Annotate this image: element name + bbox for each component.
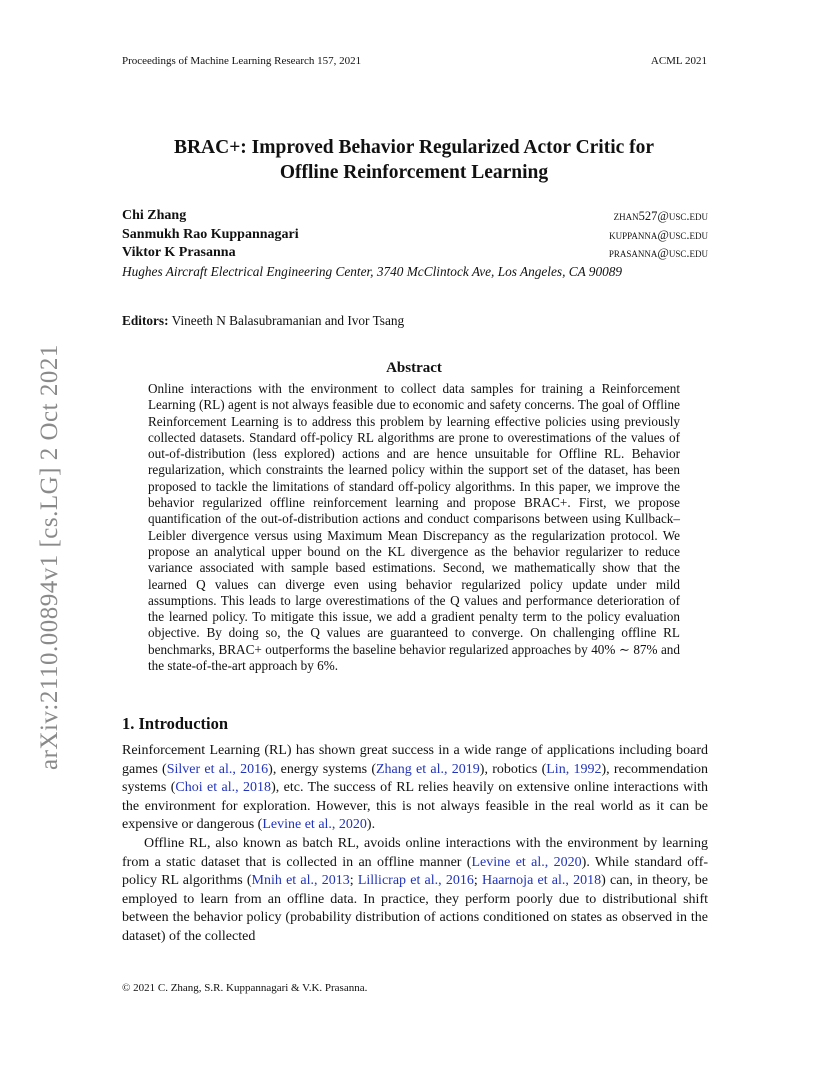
paragraph-text: Reinforcement Learning (RL) has shown great success in a wide range of applications including board games ( <box>122 743 708 777</box>
author-block <box>122 207 708 282</box>
author-email: prasanna@usc.edu <box>608 246 708 261</box>
citation-link[interactable]: Haarnoja et al., 2018 <box>481 873 602 889</box>
citation-link[interactable]: Choi et al., 2018 <box>175 780 272 796</box>
citation-link[interactable]: Mnih et al., 2013 <box>251 873 350 889</box>
paragraph-text: ), energy systems ( <box>268 761 376 777</box>
author-row <box>122 207 708 226</box>
author-name: Viktor K Prasanna <box>122 245 236 261</box>
author-name: Chi Zhang <box>122 208 187 223</box>
paper-title-line-2: Offline Reinforcement Learning <box>279 162 549 183</box>
author-row <box>122 226 708 245</box>
citation-link[interactable]: Lin, 1992 <box>546 761 602 777</box>
paragraph-text: Offline RL, also known as batch RL, avoids online interactions with the environment by learning from a static dataset that is collected in an offline manner ( <box>122 835 708 870</box>
section-body <box>122 742 708 947</box>
paragraph-text: ) can, in theory, be employed to learn from an offline data. In practice, they perform poorly due to distributional shift between the behavior policy (probability distribution of actions conditioned on states as observed in the dataset) of the collected <box>122 873 709 944</box>
paragraph-text: ), etc. The success of RL relies heavily on extensive online interactions with the environment for exploration. However, this is not always feasible in the real world as it can be expensive or dangerous ( <box>122 780 708 833</box>
arxiv-stamp: arXiv:2110.00894v1 [cs.LG] 2 Oct 2021 <box>36 344 63 770</box>
paragraph-text: ). While standard off-policy RL algorithms ( <box>122 854 709 889</box>
running-header-right: ACML 2021 <box>650 55 707 67</box>
paragraph-text: ), robotics ( <box>479 761 547 777</box>
editors-label: Editors: <box>122 313 169 328</box>
paper-title-line-1: BRAC+: Improved Behavior Regularized Actor Critic for <box>173 137 655 158</box>
paragraph-text: ; <box>349 873 358 889</box>
author-name: Sanmukh Rao Kuppannagari <box>122 226 299 242</box>
paragraph-text: ), recommendation systems ( <box>122 761 708 796</box>
paper-title <box>100 135 728 185</box>
citation-link[interactable]: Silver et al., 2016 <box>166 761 269 777</box>
paragraph-text: ). <box>366 817 376 833</box>
copyright-footer: © 2021 C. Zhang, S.R. Kuppannagari & V.K. Prasanna. <box>122 982 368 994</box>
author-email: kuppanna@usc.edu <box>609 227 708 242</box>
citation-link[interactable]: Zhang et al., 2019 <box>375 761 480 777</box>
paragraph <box>122 835 708 947</box>
editors-line <box>122 313 404 329</box>
section-heading: 1. Introduction <box>122 714 229 733</box>
citation-link[interactable]: Levine et al., 2020 <box>262 817 367 833</box>
abstract-text: Online interactions with the environment to collect data samples for training a Reinforcement Learning (RL) agent is not always feasible due to economic and safety concerns. The goal of Offline Reinforcement Learning is to address this problem by learning effective policies using previously collected datasets. Standard off-policy RL algorithms are prone to overestimations of the values of out-of-distribution (less explored) actions and are hence unsuitable for Offline RL. Behavior regularization, which constraints the learned policy within the support set of the dataset, has been proposed to tackle the limitations of standard off-policy algorithms. In this paper, we improve the behavior regularized offline reinforcement learning and propose BRAC+. First, we propose quantification of the out-of-distribution actions and conduct comparisons between using Kullback–Leibler divergence versus using Maximum Mean Discrepancy as the regularization protocol. We propose an analytical upper bound on the KL divergence as the behavior regularizer to reduce variance associated with sample based estimations. Second, we mathematically show that the learned Q values can diverge even using behavior regularized policy update under mild assumptions. This leads to large overestimations of the Q values and performance deterioration of the learned policy. To mitigate this issue, we add a gradient penalty term to the policy evaluation objective. By doing so, the Q values are guaranteed to converge. On challenging offline RL benchmarks, BRAC+ outperforms the baseline behavior regularized approaches by 40% ∼ 87% and the state-of-the-art approach by 6%. <box>148 381 680 674</box>
author-row <box>122 244 708 263</box>
citation-link[interactable]: Lillicrap et al., 2016 <box>357 873 474 889</box>
abstract-heading: Abstract <box>386 360 442 376</box>
editors-names: Vineeth N Balasubramanian and Ivor Tsang <box>171 313 405 328</box>
citation-link[interactable]: Levine et al., 2020 <box>471 854 582 870</box>
author-email: zhan527@usc.edu <box>613 209 708 223</box>
paragraph-text: ; <box>473 873 482 889</box>
affiliation: Hughes Aircraft Electrical Engineering Center, 3740 McClintock Ave, Los Angeles, CA 90089 <box>122 264 623 280</box>
paragraph <box>122 742 708 835</box>
running-header-left: Proceedings of Machine Learning Research 157, 2021 <box>122 55 362 67</box>
